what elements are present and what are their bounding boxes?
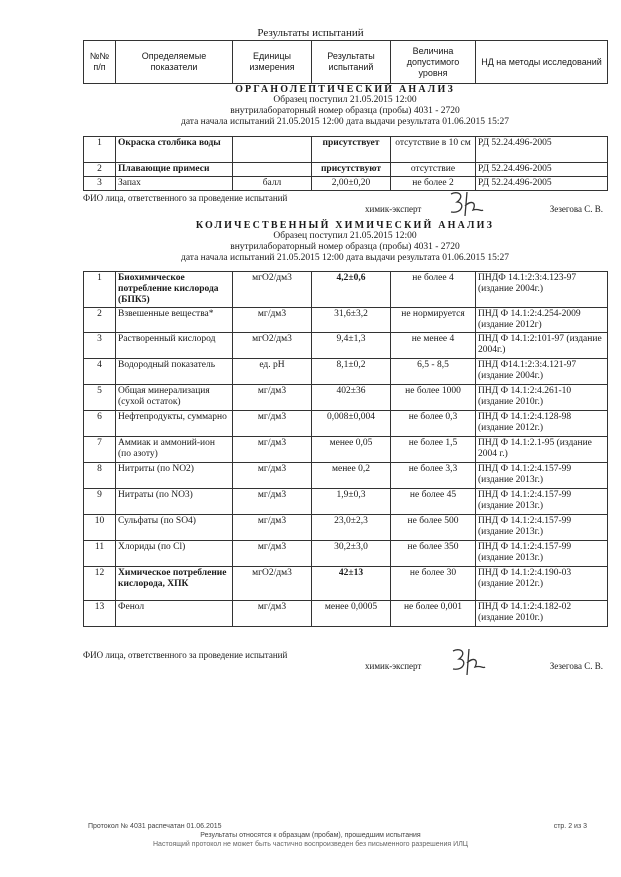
row-unit: мг/дм3 (233, 411, 312, 437)
row-result: 0,008±0,004 (312, 411, 391, 437)
row-allowed: не более 45 (391, 489, 476, 515)
row-result: 2,00±0,20 (312, 177, 391, 191)
row-indicator: Взвешенные вещества* (116, 308, 233, 333)
col-units: Единицы измерения (233, 41, 312, 84)
row-method: ПНД Ф 14.1:2:4.157-99 (издание 2013г.) (476, 489, 608, 515)
row-allowed: 6,5 - 8,5 (391, 359, 476, 385)
chemical-section-header (83, 220, 607, 264)
row-unit: мг/дм3 (233, 385, 312, 411)
row-method: РД 52.24.496-2005 (476, 163, 608, 177)
col-indicator: Определяемые показатели (116, 41, 233, 84)
row-unit: мгО2/дм3 (233, 333, 312, 359)
chemical-received: Образец поступил 21.05.2015 12:00 (273, 231, 417, 241)
row-num: 3 (84, 333, 116, 359)
footer-protocol: Протокол № 4031 распечатан 01.06.2015 (88, 823, 222, 830)
row-unit: мг/дм3 (233, 463, 312, 489)
responsible-name: Зезегова С. В. (549, 661, 603, 671)
row-result: присутствуют (312, 163, 391, 177)
row-allowed: не нормируется (391, 308, 476, 333)
table-row (84, 601, 608, 627)
signature-1 (445, 188, 487, 220)
row-unit: мг/дм3 (233, 515, 312, 541)
row-result: 1,9±0,3 (312, 489, 391, 515)
table-row (84, 163, 608, 177)
page-title: Результаты испытаний (257, 27, 364, 39)
row-num: 13 (84, 601, 116, 627)
row-num: 2 (84, 308, 116, 333)
row-result: 4,2±0,6 (312, 272, 391, 308)
signature-2 (447, 645, 489, 679)
row-num: 11 (84, 541, 116, 567)
row-num: 8 (84, 463, 116, 489)
row-indicator: Хлориды (по Cl) (116, 541, 233, 567)
row-result: менее 0,2 (312, 463, 391, 489)
row-unit (233, 163, 312, 177)
row-allowed: отсутствие (391, 163, 476, 177)
row-unit: мг/дм3 (233, 437, 312, 463)
row-unit: балл (233, 177, 312, 191)
row-result: 8,1±0,2 (312, 359, 391, 385)
row-method: ПНД Ф 14.1:2.1-95 (издание 2004 г.) (476, 437, 608, 463)
row-unit: мгО2/дм3 (233, 567, 312, 601)
organoleptic-lab-number: внутрилабораторный номер образца (пробы) 4031 - 2720 (230, 106, 460, 116)
row-indicator: Нитраты (по NO3) (116, 489, 233, 515)
row-method: РД 52.24.496-2005 (476, 177, 608, 191)
organoleptic-title: ОРГАНОЛЕПТИЧЕСКИЙ АНАЛИЗ (235, 84, 455, 95)
table-row (84, 137, 608, 163)
header-table (83, 40, 608, 84)
row-result: 30,2±3,0 (312, 541, 391, 567)
row-num: 1 (84, 272, 116, 308)
row-allowed: не более 3,3 (391, 463, 476, 489)
table-row (84, 272, 608, 308)
row-allowed: не менее 4 (391, 333, 476, 359)
responsible-role: химик-эксперт (365, 204, 422, 214)
row-num: 12 (84, 567, 116, 601)
row-result: присутствует (312, 137, 391, 163)
row-allowed: не более 350 (391, 541, 476, 567)
row-indicator: Нефтепродукты, суммарно (116, 411, 233, 437)
organoleptic-dates: дата начала испытаний 21.05.2015 12:00 дата выдачи результата 01.06.2015 15:27 (181, 117, 509, 127)
table-row (84, 515, 608, 541)
row-unit: мгО2/дм3 (233, 272, 312, 308)
row-unit (233, 137, 312, 163)
row-allowed: не более 500 (391, 515, 476, 541)
col-allowed: Величина допустимого уровня (391, 41, 476, 84)
row-unit: мг/дм3 (233, 541, 312, 567)
row-unit: ед. рН (233, 359, 312, 385)
row-num: 9 (84, 489, 116, 515)
row-method: ПНД Ф 14.1:2:4.157-99 (издание 2013г.) (476, 541, 608, 567)
row-allowed: отсутствие в 10 см (391, 137, 476, 163)
chemical-table (83, 271, 608, 627)
row-method: ПНДФ 14.1:2:3:4.123-97 (издание 2004г.) (476, 272, 608, 308)
row-indicator: Химическое потребление кислорода, ХПК (116, 567, 233, 601)
row-allowed: не более 0,001 (391, 601, 476, 627)
row-unit: мг/дм3 (233, 308, 312, 333)
chemical-title: КОЛИЧЕСТВЕННЫЙ ХИМИЧЕСКИЙ АНАЛИЗ (195, 220, 495, 231)
row-allowed: не более 4 (391, 272, 476, 308)
row-method: РД 52.24.496-2005 (476, 137, 608, 163)
row-method: ПНД Ф 14.1:2:4.157-99 (издание 2013г.) (476, 463, 608, 489)
row-num: 6 (84, 411, 116, 437)
responsible-person-block-2 (83, 650, 607, 674)
responsible-role: химик-эксперт (365, 661, 422, 671)
row-num: 2 (84, 163, 116, 177)
table-row (84, 385, 608, 411)
row-indicator: Биохимическое потребление кислорода (БПК5) (116, 272, 233, 308)
row-num: 3 (84, 177, 116, 191)
row-indicator: Аммиак и аммоний-ион (по азоту) (116, 437, 233, 463)
row-unit: мг/дм3 (233, 489, 312, 515)
responsible-person-block-1 (83, 193, 607, 217)
chemical-dates: дата начала испытаний 21.05.2015 12:00 дата выдачи результата 01.06.2015 15:27 (181, 253, 509, 263)
row-num: 7 (84, 437, 116, 463)
row-unit: мг/дм3 (233, 601, 312, 627)
row-result: 9,4±1,3 (312, 333, 391, 359)
row-indicator: Общая минерализация (сухой остаток) (116, 385, 233, 411)
footer-note-1: Результаты относятся к образцам (пробам), прошедшим испытания (200, 832, 421, 839)
row-indicator: Фенол (116, 601, 233, 627)
footer-note-2: Настоящий протокол не может быть частично воспроизведен без письменного разрешения ИЛЦ (153, 841, 468, 848)
organoleptic-table (83, 136, 608, 191)
row-method: ПНД Ф 14.1:2:4.128-98 (издание 2012г.) (476, 411, 608, 437)
row-result: 23,0±2,3 (312, 515, 391, 541)
row-result: менее 0,05 (312, 437, 391, 463)
organoleptic-received: Образец поступил 21.05.2015 12:00 (273, 95, 417, 105)
row-method: ПНД Ф 14.1:2:4.182-02 (издание 2010г.) (476, 601, 608, 627)
col-method: НД на методы исследований (476, 41, 608, 84)
chemical-lab-number: внутрилабораторный номер образца (пробы) 4031 - 2720 (230, 242, 460, 252)
row-method: ПНД Ф 14.1:2:101-97 (издание 2004г.) (476, 333, 608, 359)
row-num: 5 (84, 385, 116, 411)
row-method: ПНД Ф 14.1:2:4.190-03 (издание 2012г.) (476, 567, 608, 601)
table-row (84, 411, 608, 437)
row-method: ПНД Ф 14.1:2:4.261-10 (издание 2010г.) (476, 385, 608, 411)
row-result: 42±13 (312, 567, 391, 601)
row-method: ПНД Ф 14.1:2:4.157-99 (издание 2013г.) (476, 515, 608, 541)
row-indicator: Растворенный кислород (116, 333, 233, 359)
row-result: менее 0,0005 (312, 601, 391, 627)
footer-page: стр. 2 из 3 (553, 823, 587, 830)
responsible-name: Зезегова С. В. (549, 204, 603, 214)
row-result: 31,6±3,2 (312, 308, 391, 333)
row-num: 4 (84, 359, 116, 385)
row-result: 402±36 (312, 385, 391, 411)
row-allowed: не более 1,5 (391, 437, 476, 463)
table-row (84, 567, 608, 601)
row-allowed: не более 30 (391, 567, 476, 601)
row-method: ПНД Ф 14.1:2:4.254-2009 (издание 2012г) (476, 308, 608, 333)
row-indicator: Окраска столбика воды (116, 137, 233, 163)
table-row (84, 437, 608, 463)
row-allowed: не более 0,3 (391, 411, 476, 437)
table-row (84, 541, 608, 567)
row-allowed: не более 2 (391, 177, 476, 191)
row-indicator: Плавающие примеси (116, 163, 233, 177)
col-results: Результаты испытаний (312, 41, 391, 84)
responsible-label: ФИО лица, ответственного за проведение испытаний (83, 650, 288, 660)
table-row (84, 308, 608, 333)
row-indicator: Запах (116, 177, 233, 191)
table-header-row (84, 41, 608, 84)
row-allowed: не более 1000 (391, 385, 476, 411)
row-indicator: Водородный показатель (116, 359, 233, 385)
responsible-label: ФИО лица, ответственного за проведение испытаний (83, 193, 288, 203)
table-row (84, 489, 608, 515)
row-indicator: Нитриты (по NO2) (116, 463, 233, 489)
row-indicator: Сульфаты (по SO4) (116, 515, 233, 541)
row-num: 10 (84, 515, 116, 541)
table-row (84, 463, 608, 489)
table-row (84, 177, 608, 191)
col-num: №№ п/п (84, 41, 116, 84)
organoleptic-section-header (83, 84, 607, 128)
row-num: 1 (84, 137, 116, 163)
table-row (84, 359, 608, 385)
row-method: ПНД Ф14.1:2:3:4.121-97 (издание 2004г.) (476, 359, 608, 385)
table-row (84, 333, 608, 359)
